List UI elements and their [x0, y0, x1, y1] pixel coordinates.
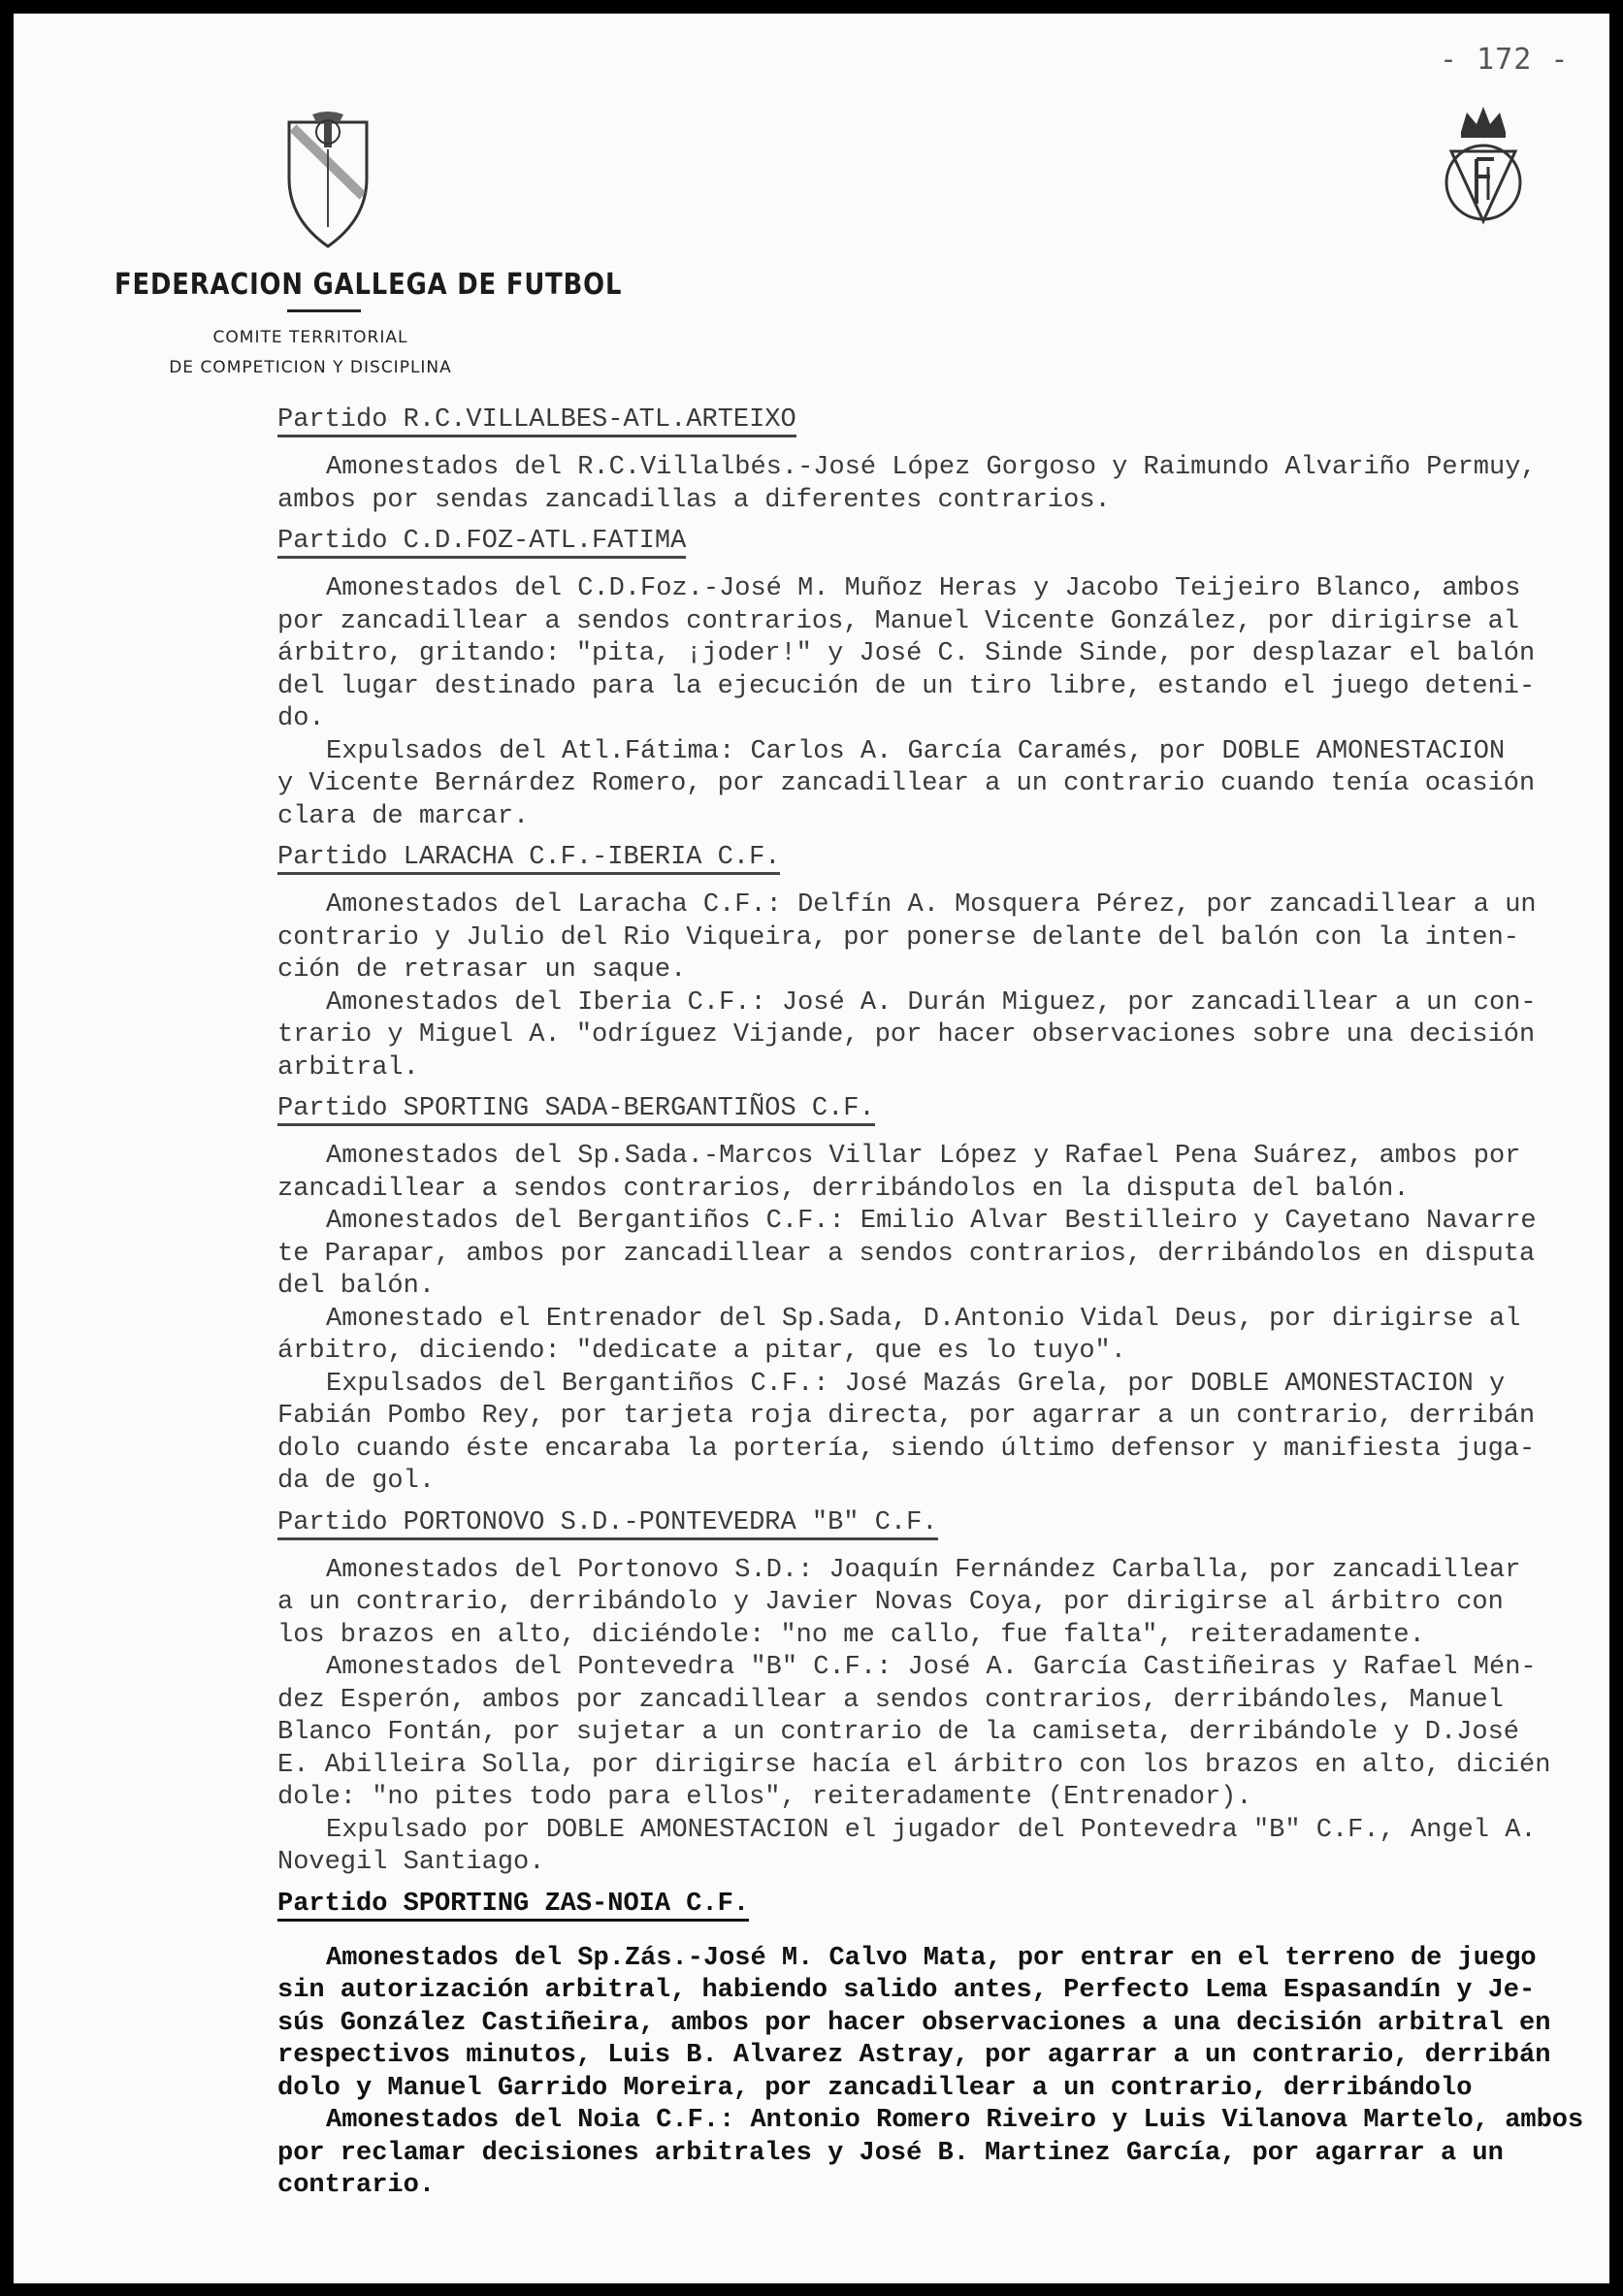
- header-divider: [287, 309, 361, 312]
- page-number: - 172 -: [1440, 43, 1570, 77]
- committee-name-line1: COMITE TERRITORIAL: [212, 328, 408, 347]
- document-page: [14, 14, 1609, 2283]
- match-section: [277, 1889, 1597, 2203]
- sanction-paragraph: Amonestados del Bergantiños C.F.: Emilio Alvar Bestilleiro y Cayetano Navarre te Parapar, ambos por zancadillear a sendos contrarios, derribándolos en disputa del balón.: [277, 1207, 1537, 1301]
- sanction-paragraph: Amonestados del Sp.Zás.-José M. Calvo Mata, por entrar en el terreno de juego sin autorización arbitral, habiendo salido antes, Perfecto Lema Espasandín y Je- sús González Castiñeira, ambos por hacer observaciones a una decisión arbitral en respectivos minutos, Luis B. Alvarez Astray, por agarrar a un contrario, derribán dolo y Manuel Garrido Moreira, por zancadillear a un contrario, derribándolo: [277, 1943, 1551, 2103]
- match-title: Partido PORTONOVO S.D.-PONTEVEDRA "B" C.F.: [277, 1508, 938, 1540]
- sanction-paragraph: Amonestados del Noia C.F.: Antonio Romero Riveiro y Luis Vilanova Martelo, ambos por reclamar decisiones arbitrales y José B. Martinez García, por agarrar a un contrario.: [277, 2106, 1584, 2200]
- match-title: Partido SPORTING SADA-BERGANTIÑOS C.F.: [277, 1094, 875, 1126]
- sanction-paragraph: Amonestados del Portonovo S.D.: Joaquín Fernández Carballa, por zancadillear a un contrario, derribándolo y Javier Novas Coya, por dirigirse al árbitro con los brazos en alto, diciéndole: "no me callo, fue falta", reiteradamente.: [277, 1555, 1521, 1650]
- match-title: Partido R.C.VILLALBES-ATL.ARTEIXO: [277, 405, 796, 437]
- sanction-paragraph: Expulsados del Atl.Fátima: Carlos A. García Caramés, por DOBLE AMONESTACION y Vicente Bernárdez Romero, por zancadillear a un contrario cuando tenía ocasión clara de marcar.: [277, 736, 1536, 831]
- galician-cross-shield-icon: [283, 111, 373, 252]
- match-title: Partido C.D.FOZ-ATL.FATIMA: [277, 527, 686, 559]
- match-title: Partido SPORTING ZAS-NOIA C.F.: [277, 1890, 749, 1922]
- committee-name-line2: DE COMPETICION Y DISCIPLINA: [169, 358, 452, 377]
- match-title: Partido LARACHA C.F.-IBERIA C.F.: [277, 843, 780, 875]
- sanction-paragraph: Expulsado por DOBLE AMONESTACION el jugador del Pontevedra "B" C.F., Angel A. Novegil Santiago.: [277, 1815, 1537, 1877]
- sanction-paragraph: Amonestados del C.D.Foz.-José M. Muñoz Heras y Jacobo Teijeiro Blanco, ambos por zancadillear a sendos contrarios, Manuel Vicente González, por dirigirse al árbitro, gritando: "pita, ¡joder!" y José C. Sinde Sinde, por desplazar el balón del lugar destinado para la ejecución de un tiro libre, estando el juego deteni- do.: [277, 574, 1536, 733]
- sanction-paragraph: Amonestados del Laracha C.F.: Delfín A. Mosquera Pérez, por zancadillear a un contrario y Julio del Rio Viqueira, por ponerse delante del balón con la inten- ción de retrasar un saque.: [277, 890, 1537, 985]
- match-section: [277, 1093, 1597, 1499]
- match-section: [277, 842, 1597, 1084]
- sanction-paragraph: Amonestados del Sp.Sada.-Marcos Villar López y Rafael Pena Suárez, ambos por zancadillear a sendos contrarios, derribándolos en la disputa del balón.: [277, 1142, 1521, 1204]
- resolution-body: [277, 404, 1597, 2203]
- crowned-federation-emblem-icon: [1440, 103, 1527, 239]
- match-section: [277, 526, 1597, 833]
- sanction-paragraph: Amonestados del Pontevedra "B" C.F.: José A. García Castiñeiras y Rafael Mén- dez Esperón, ambos por zancadillear a sendos contrarios, derribándoles, Manuel Blanco Fontán, por sujetar a un contrario de la camiseta, derribándole y D.José E. Abilleira Solla, por dirigirse hacía el árbitro con los brazos en alto, dicién dole: "no pites todo para ellos", reiteradamente (Entrenador).: [277, 1653, 1551, 1812]
- match-section: [277, 1507, 1597, 1880]
- sanction-paragraph: Amonestado el Entrenador del Sp.Sada, D.Antonio Vidal Deus, por dirigirse al árbitro, diciendo: "dedicate a pitar, que es lo tuyo".: [277, 1304, 1521, 1366]
- organization-name: FEDERACION GALLEGA DE FUTBOL: [114, 268, 623, 302]
- sanction-paragraph: Expulsados del Bergantiños C.F.: José Mazás Grela, por DOBLE AMONESTACION y Fabián Pombo Rey, por tarjeta roja directa, por agarrar a un contrario, derribán dolo cuando éste encaraba la portería, siendo último defensor y manifiesta juga- da de gol.: [277, 1369, 1536, 1496]
- sanction-paragraph: Amonestados del R.C.Villalbés.-José López Gorgoso y Raimundo Alvariño Permuy, ambos por sendas zancadillas a diferentes contrarios.: [277, 453, 1537, 515]
- match-section: [277, 404, 1597, 517]
- sanction-paragraph: Amonestados del Iberia C.F.: José A. Durán Miguez, por zancadillear a un con- trario y Miguel A. "odríguez Vijande, por hacer observaciones sobre una decisión arbitral.: [277, 987, 1537, 1083]
